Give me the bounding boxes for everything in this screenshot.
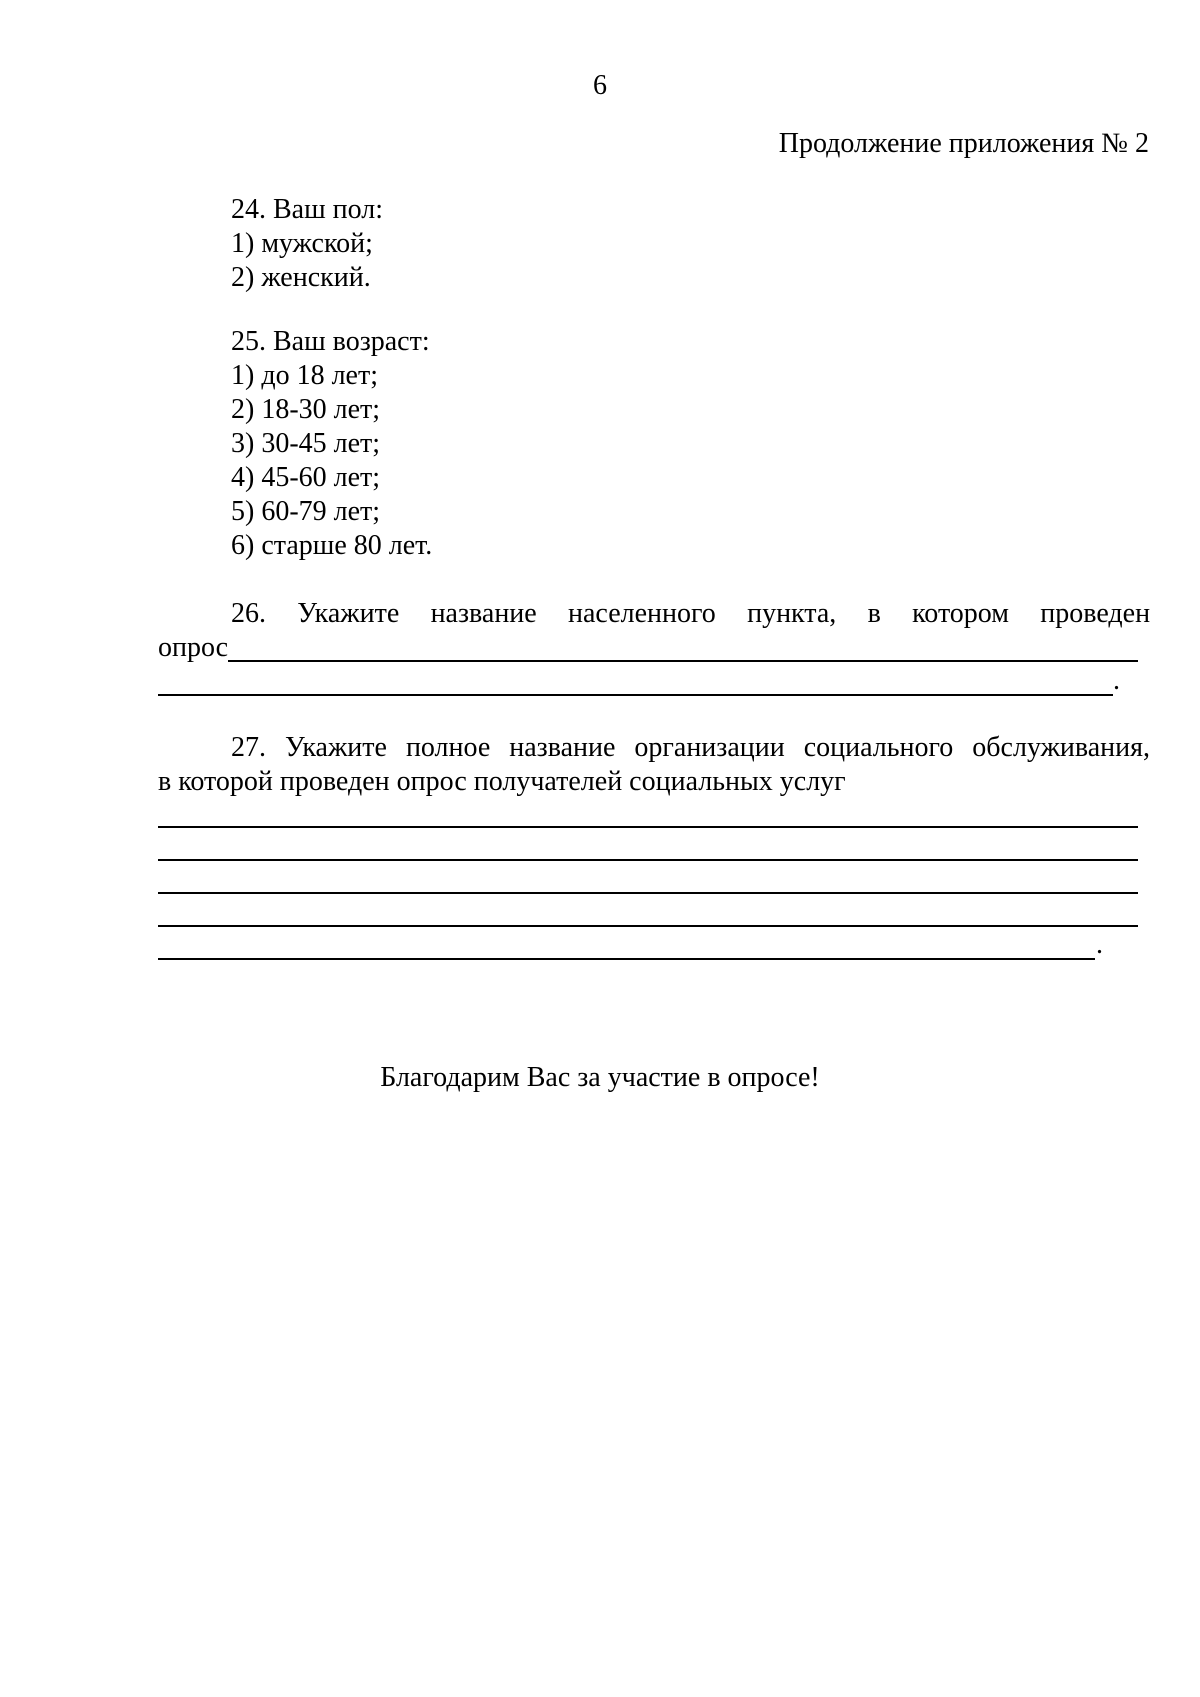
question-26-word: котором	[912, 598, 1009, 629]
answer-line-26b[interactable]	[158, 694, 1113, 696]
thank-you-note: Благодарим Вас за участие в опросе!	[380, 1062, 820, 1093]
answer-line-27b[interactable]	[158, 859, 1138, 861]
question-27-word: социального	[803, 732, 954, 763]
answer-line-27e[interactable]	[158, 958, 1095, 960]
question-24-title: 24. Ваш пол:	[231, 194, 384, 225]
question-27-word: полное	[405, 732, 491, 763]
question-25-title: 25. Ваш возраст:	[231, 326, 430, 357]
answer-line-27d[interactable]	[158, 925, 1138, 927]
question-27-word: обслуживания,	[972, 732, 1151, 763]
end-mark: .	[1113, 665, 1120, 696]
appendix-header: Продолжение приложения № 2	[778, 128, 1149, 159]
question-25-option: 6) старше 80 лет.	[231, 530, 433, 561]
question-25-option: 1) до 18 лет;	[231, 360, 378, 391]
question-24-option: 2) женский.	[231, 262, 371, 293]
question-25-option: 5) 60-79 лет;	[231, 496, 381, 527]
question-26-word: пункта,	[747, 598, 837, 629]
question-27-word: название	[509, 732, 616, 763]
answer-line-27a[interactable]	[158, 826, 1138, 828]
question-26-word: название	[430, 598, 537, 629]
question-27-word: организации	[634, 732, 785, 763]
end-mark: .	[1096, 929, 1103, 960]
question-26-text	[231, 597, 1150, 631]
question-26-word: в	[867, 598, 881, 629]
answer-line-26a[interactable]	[228, 660, 1138, 662]
page-number: 6	[593, 70, 607, 101]
question-25-option: 2) 18-30 лет;	[231, 394, 381, 425]
question-25-option: 3) 30-45 лет;	[231, 428, 381, 459]
question-26-word: проведен	[1040, 598, 1151, 629]
answer-line-27c[interactable]	[158, 892, 1138, 894]
question-25-option: 4) 45-60 лет;	[231, 462, 381, 493]
question-26-word: населенного	[568, 598, 716, 629]
question-24-option: 1) мужской;	[231, 228, 373, 259]
question-27-text-line2: в которой проведен опрос получателей социальных услуг	[158, 766, 846, 797]
question-26-lead: опрос	[158, 632, 229, 663]
question-27-text	[231, 731, 1150, 765]
question-26-word: 26. Укажите	[231, 598, 400, 629]
question-27-word: 27. Укажите	[231, 732, 387, 763]
